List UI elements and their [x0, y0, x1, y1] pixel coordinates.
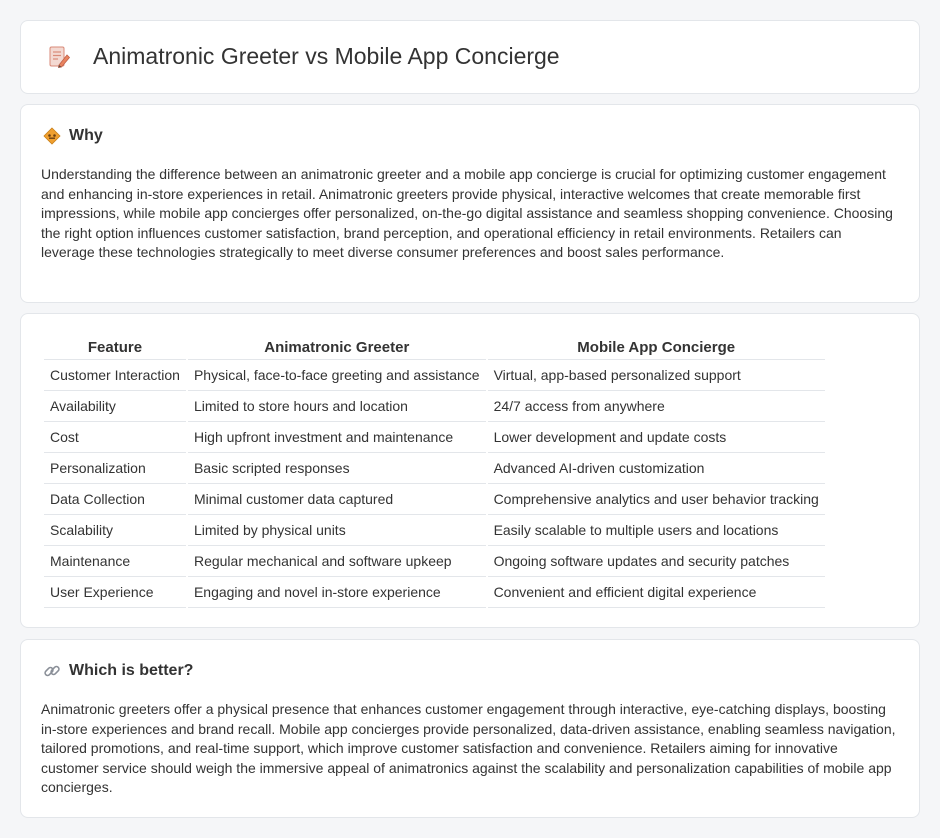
- feature-cell: Availability: [44, 391, 186, 422]
- table-row: [44, 453, 825, 484]
- page-title: Animatronic Greeter vs Mobile App Concierge: [93, 43, 560, 69]
- comparison-section: [20, 313, 920, 628]
- feature-cell: Data Collection: [44, 484, 186, 515]
- feature-cell: Cost: [44, 422, 186, 453]
- table-row: [44, 515, 825, 546]
- table-header-row: [44, 334, 825, 360]
- animatronic-cell: Limited to store hours and location: [188, 391, 486, 422]
- mobile-app-cell: Easily scalable to multiple users and locations: [488, 515, 825, 546]
- mobile-app-cell: 24/7 access from anywhere: [488, 391, 825, 422]
- feature-cell: Personalization: [44, 453, 186, 484]
- mobile-app-cell: Convenient and efficient digital experience: [488, 577, 825, 608]
- why-body: Understanding the difference between an animatronic greeter and a mobile app concierge is crucial for optimizing customer engagement and enhancing in-store experiences in retail. Animatronic greeters provide physical, interactive welcomes that create memorable first impressions, while mobile app concierges offer personalized, on-the-go digital assistance and seamless shopping convenience. Choosing the right option influences customer satisfaction, brand perception, and operational efficiency in retail environments. Retailers can leverage these technologies strategically to meet diverse consumer preferences and boost sales performance.: [41, 166, 893, 260]
- mobile-app-cell: Virtual, app-based personalized support: [488, 360, 825, 391]
- table-row: [44, 546, 825, 577]
- comparison-table: [42, 334, 827, 608]
- mobile-app-cell: Lower development and update costs: [488, 422, 825, 453]
- why-heading-row: [43, 127, 103, 145]
- feature-cell: User Experience: [44, 577, 186, 608]
- table-row: [44, 360, 825, 391]
- animatronic-cell: High upfront investment and maintenance: [188, 422, 486, 453]
- why-section: [20, 104, 920, 303]
- animatronic-cell: Basic scripted responses: [188, 453, 486, 484]
- animatronic-cell: Physical, face-to-face greeting and assistance: [188, 360, 486, 391]
- better-heading: Which is better?: [69, 662, 194, 679]
- better-heading-row: [43, 662, 193, 680]
- table-row: [44, 484, 825, 515]
- diamond-sign-icon: [43, 127, 61, 145]
- mobile-app-cell: Ongoing software updates and security patches: [488, 546, 825, 577]
- table-row: [44, 422, 825, 453]
- which-is-better-section: [20, 639, 920, 818]
- table-row: [44, 391, 825, 422]
- why-heading: Why: [69, 127, 103, 144]
- document-pencil-icon: [47, 45, 71, 69]
- feature-cell: Customer Interaction: [44, 360, 186, 391]
- header-animatronic: Animatronic Greeter: [188, 334, 486, 360]
- title-card: [20, 20, 920, 94]
- better-body: Animatronic greeters offer a physical presence that enhances customer engagement through interactive, eye-catching displays, boosting in-store experiences and brand recall. Mobile app concierges provide personalized, data-driven assistance, enabling seamless navigation, tailored promotions, and real-time support, which improve customer satisfaction and convenience. Retailers aiming for innovative customer service should weigh the immersive appeal of animatronics against the scalability and personalization capabilities of mobile app concierges.: [41, 701, 896, 795]
- feature-cell: Scalability: [44, 515, 186, 546]
- animatronic-cell: Minimal customer data captured: [188, 484, 486, 515]
- mobile-app-cell: Advanced AI-driven customization: [488, 453, 825, 484]
- mobile-app-cell: Comprehensive analytics and user behavior tracking: [488, 484, 825, 515]
- animatronic-cell: Engaging and novel in-store experience: [188, 577, 486, 608]
- header-mobile-app: Mobile App Concierge: [488, 334, 825, 360]
- animatronic-cell: Regular mechanical and software upkeep: [188, 546, 486, 577]
- title-row: [47, 43, 560, 70]
- table-row: [44, 577, 825, 608]
- header-feature: Feature: [44, 334, 186, 360]
- link-icon: [43, 662, 61, 680]
- feature-cell: Maintenance: [44, 546, 186, 577]
- animatronic-cell: Limited by physical units: [188, 515, 486, 546]
